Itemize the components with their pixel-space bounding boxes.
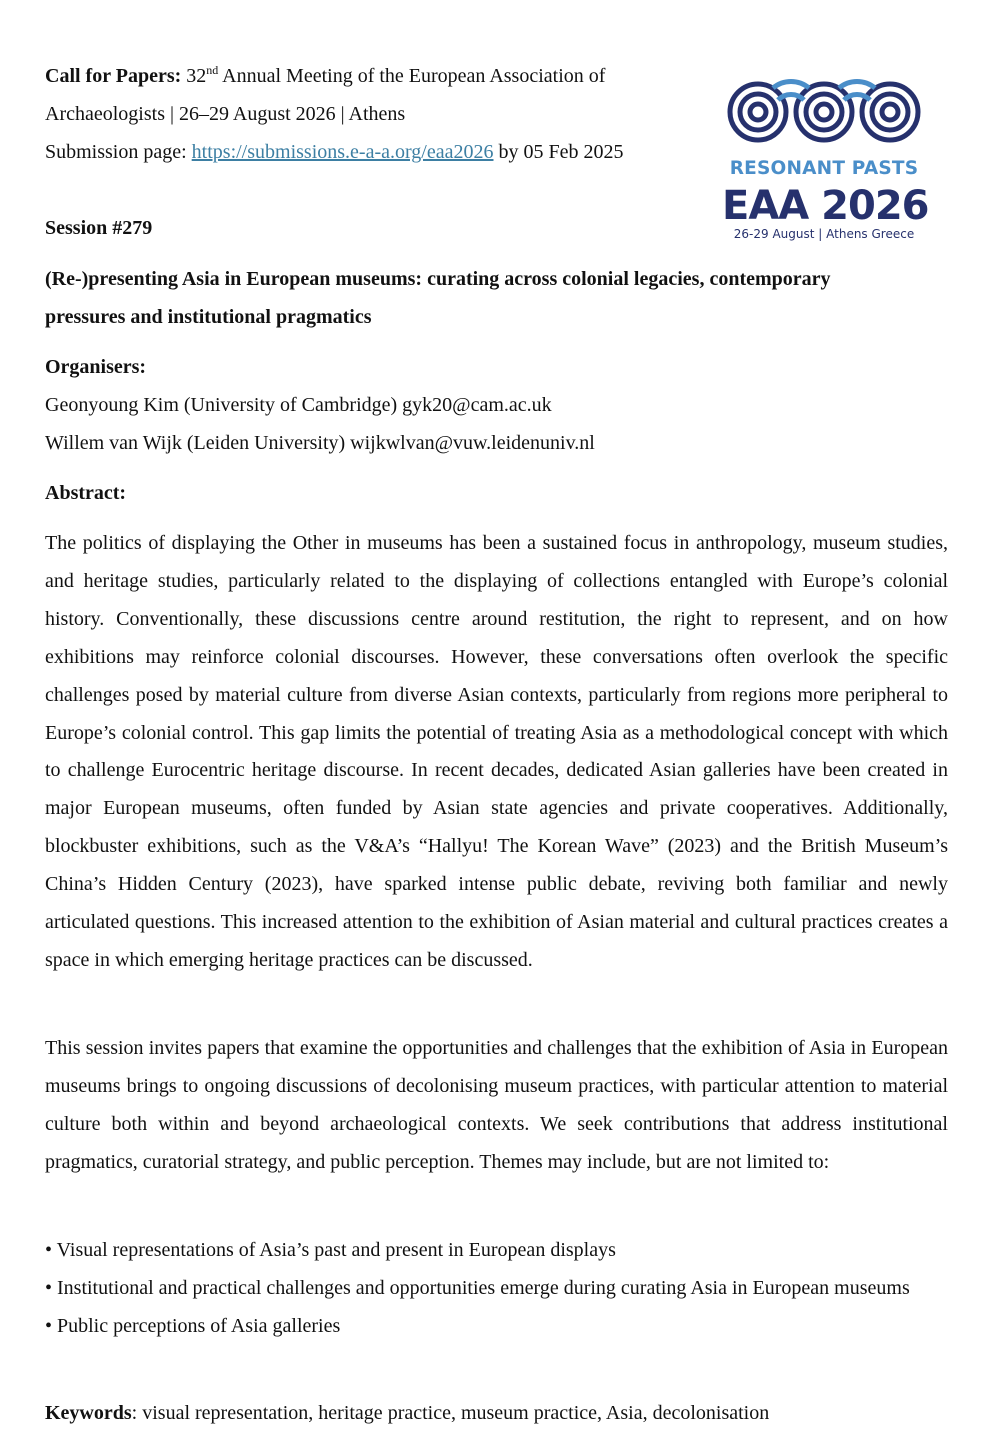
resonant-rings-icon	[726, 76, 922, 148]
meeting-description: Annual Meeting of the European Association of	[218, 65, 606, 87]
session-title-line2: pressures and institutional pragmatics	[45, 306, 372, 328]
abstract-heading: Abstract:	[45, 482, 127, 504]
call-for-papers-line	[45, 64, 605, 88]
keywords-text: : visual representation, heritage practice, museum practice, Asia, decolonisation	[131, 1402, 770, 1424]
theme-item: • Visual representations of Asia’s past and present in European displays	[45, 1239, 616, 1261]
submission-deadline: by 05 Feb 2025	[493, 141, 624, 163]
session-number: Session #279	[45, 217, 153, 239]
logo-title: EAA 2026	[722, 183, 929, 229]
organisers-heading: Organisers:	[45, 356, 147, 378]
abstract-paragraph-1-text: The politics of displaying the Other in museums has been a sustained focus in anthropology, museum studies, and heritage studies, particularly related to the displaying of collections entangled with Europe’s colonial history. Conventionally, these discussions centre around restitution, the right to represent, and on how exhibitions may reinforce colonial discourses. However, these conversations often overlook the specific challenges posed by material culture from diverse Asian contexts, particularly from regions more peripheral to Europe’s colonial control. This gap limits the potential of treating Asia as a methodological concept with which to challenge Eurocentric heritage discourse. In recent decades, dedicated Asian galleries have been created in major European museums, often funded by Asian state agencies and private cooperatives. Additionally, blockbuster exhibitions, such as the V&A’s “Hallyu! The Korean Wave” (2023) and the British Museum’s China’s Hidden Century (2023), have sparked intense public debate, reviving both familiar and newly articulated questions. This increased attention to the exhibition of Asian material and cultural practices creates a space in which emerging heritage practices can be discussed.	[45, 532, 948, 971]
abstract-paragraph-2-text: This session invites papers that examine the opportunities and challenges that the exhibition of Asia in European museums brings to ongoing discussions of decolonising museum practices, with particular attention to material culture both within and beyond archaeological contexts. We seek contributions that address institutional pragmatics, curatorial strategy, and public perception. Themes may include, but are not limited to:	[45, 1037, 948, 1173]
meeting-number: 32	[186, 65, 207, 87]
submission-link[interactable]: https://submissions.e-a-a.org/eaa2026	[191, 141, 494, 163]
meeting-ordinal: nd	[206, 63, 219, 77]
submission-label: Submission page:	[45, 141, 192, 163]
logo-date-location: 26-29 August | Athens Greece	[733, 227, 915, 241]
theme-item: • Public perceptions of Asia galleries	[45, 1315, 341, 1337]
eaa-2026-logo	[722, 76, 929, 248]
keywords-label: Keywords	[45, 1402, 132, 1424]
abstract-paragraph-2	[45, 1030, 948, 1182]
themes-list	[45, 1231, 948, 1345]
submission-line	[45, 140, 623, 164]
cfp-label: Call for Papers:	[45, 65, 182, 87]
theme-item: • Institutional and practical challenges and opportunities emerge during curating Asia in European museums	[45, 1277, 910, 1299]
logo-tagline: RESONANT PASTS	[729, 158, 919, 179]
keywords-line	[45, 1401, 769, 1425]
session-title-line1: (Re-)presenting Asia in European museums: curating across colonial legacies, contemporary	[45, 268, 831, 290]
abstract-paragraph-1	[45, 525, 948, 980]
organiser-1: Geonyoung Kim (University of Cambridge) gyk20@cam.ac.uk	[45, 394, 552, 416]
organiser-2: Willem van Wijk (Leiden University) wijkwlvan@vuw.leidenuniv.nl	[45, 432, 595, 454]
meeting-date-location: Archaeologists | 26–29 August 2026 | Athens	[45, 103, 406, 125]
